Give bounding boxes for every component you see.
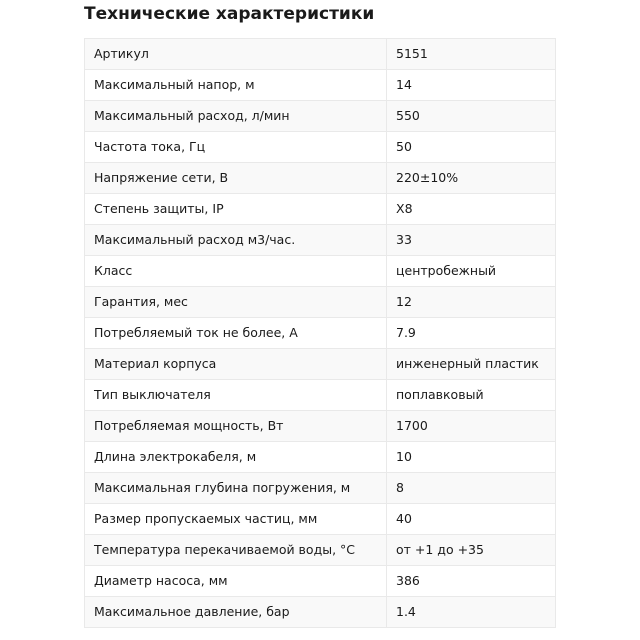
spec-row <box>85 380 556 411</box>
spec-name: Диаметр насоса, мм <box>85 566 387 597</box>
spec-name: Потребляемый ток не более, А <box>85 318 387 349</box>
spec-name: Длина электрокабеля, м <box>85 442 387 473</box>
spec-name: Напряжение сети, В <box>85 163 387 194</box>
spec-name: Размер пропускаемых частиц, мм <box>85 504 387 535</box>
spec-value: 7.9 <box>387 318 556 349</box>
spec-name: Максимальная глубина погружения, м <box>85 473 387 504</box>
spec-row <box>85 39 556 70</box>
spec-value: 12 <box>387 287 556 318</box>
spec-name: Температура перекачиваемой воды, °С <box>85 535 387 566</box>
spec-value: от +1 до +35 <box>387 535 556 566</box>
spec-name: Частота тока, Гц <box>85 132 387 163</box>
spec-row <box>85 287 556 318</box>
spec-row <box>85 70 556 101</box>
spec-row <box>85 349 556 380</box>
spec-name: Максимальный расход, л/мин <box>85 101 387 132</box>
spec-row <box>85 566 556 597</box>
spec-name: Артикул <box>85 39 387 70</box>
spec-name: Тип выключателя <box>85 380 387 411</box>
spec-value: центробежный <box>387 256 556 287</box>
spec-name: Степень защиты, IP <box>85 194 387 225</box>
spec-row <box>85 597 556 628</box>
spec-name: Максимальное давление, бар <box>85 597 387 628</box>
spec-row <box>85 194 556 225</box>
spec-row <box>85 504 556 535</box>
spec-name: Класс <box>85 256 387 287</box>
spec-row <box>85 535 556 566</box>
spec-name: Потребляемая мощность, Вт <box>85 411 387 442</box>
spec-value: 33 <box>387 225 556 256</box>
spec-name: Максимальный напор, м <box>85 70 387 101</box>
page-title: Технические характеристики <box>84 4 375 24</box>
spec-value: 40 <box>387 504 556 535</box>
spec-value: 50 <box>387 132 556 163</box>
spec-value: 1.4 <box>387 597 556 628</box>
spec-row <box>85 411 556 442</box>
spec-value: 8 <box>387 473 556 504</box>
spec-name: Максимальный расход м3/час. <box>85 225 387 256</box>
spec-row <box>85 442 556 473</box>
spec-value: поплавковый <box>387 380 556 411</box>
spec-value: 386 <box>387 566 556 597</box>
spec-row <box>85 225 556 256</box>
spec-row <box>85 132 556 163</box>
spec-value: X8 <box>387 194 556 225</box>
specs-table <box>84 38 556 628</box>
spec-value: 5151 <box>387 39 556 70</box>
spec-value: инженерный пластик <box>387 349 556 380</box>
spec-row <box>85 256 556 287</box>
spec-value: 10 <box>387 442 556 473</box>
spec-name: Материал корпуса <box>85 349 387 380</box>
spec-row <box>85 473 556 504</box>
specs-table-body <box>85 39 556 628</box>
spec-value: 1700 <box>387 411 556 442</box>
spec-row <box>85 163 556 194</box>
spec-name: Гарантия, мес <box>85 287 387 318</box>
spec-value: 14 <box>387 70 556 101</box>
spec-row <box>85 101 556 132</box>
spec-row <box>85 318 556 349</box>
spec-value: 220±10% <box>387 163 556 194</box>
spec-value: 550 <box>387 101 556 132</box>
